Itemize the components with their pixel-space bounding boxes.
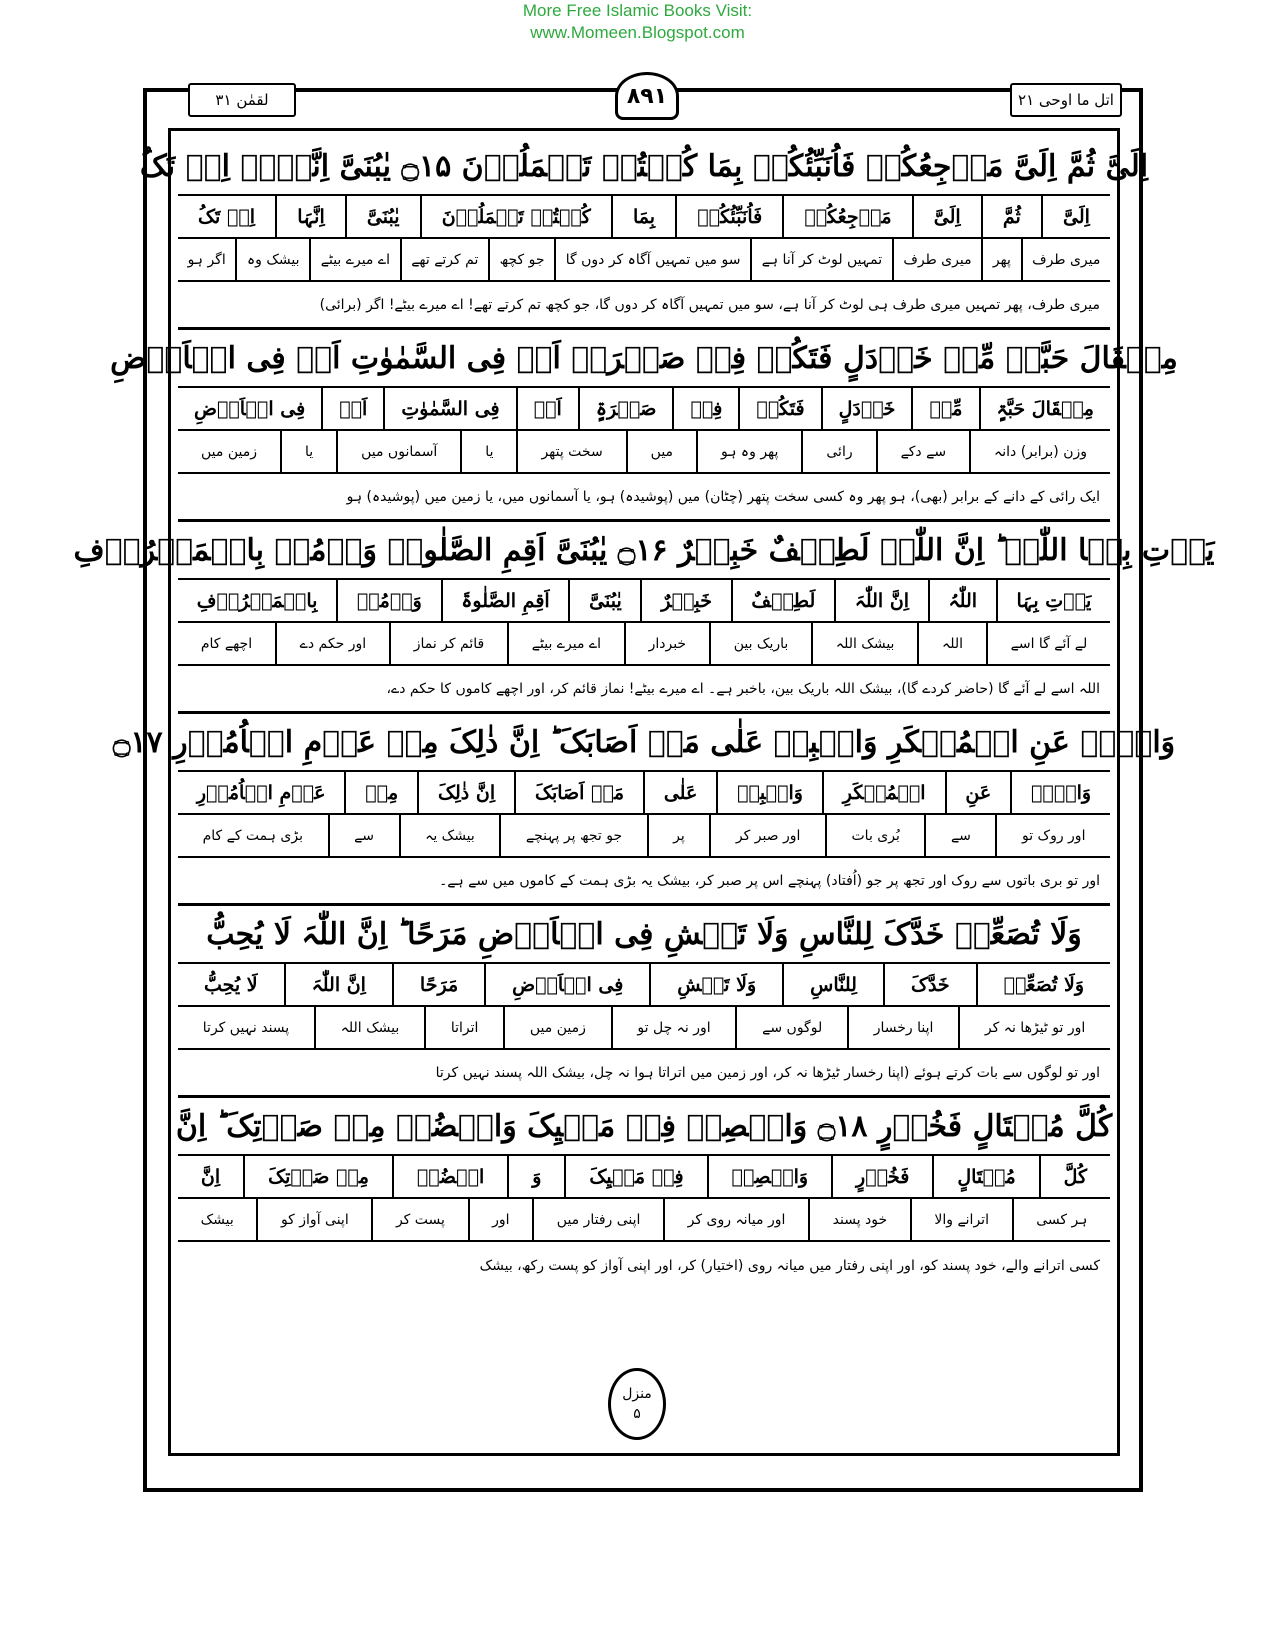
arabic-line: مِثۡقَالَ حَبَّۃٍ مِّنۡ خَرۡدَلٍ فَتَکُنۡ فِیۡ صَخۡرَۃٍ اَوۡ فِی السَّمٰوٰتِ اَوۡ فِی الۡاَرۡضِ — [178, 330, 1110, 388]
meaning-cell: بیشک وہ — [235, 239, 309, 280]
meaning-cell: سے — [328, 815, 399, 856]
word-row — [178, 1156, 1110, 1199]
meaning-cell: پھر وہ ہو — [696, 431, 801, 472]
page-number: ۸۹۱ — [615, 72, 679, 120]
word-cell: لِلنَّاسِ — [782, 964, 883, 1005]
meaning-cell: اپنی آواز کو — [256, 1199, 371, 1240]
meaning-cell: سو میں تمہیں آگاہ کر دوں گا — [554, 239, 750, 280]
meaning-cell: بیشک یہ — [399, 815, 500, 856]
arabic-line: یَاۡتِ بِہَا اللّٰہُ ؕ اِنَّ اللّٰہَ لَطِیۡفٌ خَبِیۡرٌ ۝۱۶ یٰبُنَیَّ اَقِمِ الصَّلٰوۃَ وَاۡمُرۡ بِالۡمَعۡرُوۡفِ — [178, 522, 1110, 580]
word-cell: مِثۡقَالَ حَبَّۃٍ — [979, 388, 1110, 429]
meaning-cell: بیشک اللہ — [314, 1007, 424, 1048]
meaning-row — [178, 1199, 1110, 1242]
word-cell: اَوۡ — [516, 388, 578, 429]
meaning-row — [178, 815, 1110, 858]
word-row — [178, 964, 1110, 1007]
word-cell: بِمَا — [611, 196, 675, 237]
word-cell: عَلٰی — [643, 772, 716, 813]
translation-line: میری طرف، پھر تمہیں میری طرف ہی لوٹ کر آنا ہے، سو میں تمہیں آگاہ کر دوں گا، جو کچھ تم کرتے تھے! اے میرے بیٹے! اگر (برائی) — [178, 282, 1110, 330]
word-cell: اِنَّ ذٰلِکَ — [417, 772, 514, 813]
arabic-line: اِلَیَّ ثُمَّ اِلَیَّ مَرۡجِعُکُمۡ فَاُنَبِّئُکُمۡ بِمَا کُنۡتُمۡ تَعۡمَلُوۡنَ ۝۱۵ یٰبُنَیَّ اِنَّہَاۤ اِنۡ تَکُ — [178, 138, 1110, 196]
manzil-badge — [608, 1368, 666, 1440]
meaning-cell: اللہ — [917, 623, 986, 664]
surah-label: لقمٰن ۳۱ — [188, 83, 296, 117]
word-row — [178, 388, 1110, 431]
meaning-cell: اور روک تو — [995, 815, 1110, 856]
meaning-cell: ہر کسی — [1012, 1199, 1110, 1240]
meaning-cell: قائم کر نماز — [389, 623, 507, 664]
meaning-cell: یا — [280, 431, 336, 472]
meaning-cell: تمہیں لوٹ کر آنا ہے — [750, 239, 892, 280]
word-cell: فِی السَّمٰوٰتِ — [383, 388, 515, 429]
meaning-cell: اترانے والا — [910, 1199, 1012, 1240]
verse-block — [139, 138, 1149, 330]
word-cell: مَاۤ اَصَابَکَ — [514, 772, 643, 813]
meaning-cell: اور صبر کر — [709, 815, 825, 856]
translation-line: کسی اترانے والے، خود پسند کو، اور اپنی رفتار میں میانہ روی (اختیار) کر، اور اپنی آواز کو پست رکھ، بیشک — [479, 1258, 1100, 1274]
meaning-cell: اور میانہ روی کر — [663, 1199, 808, 1240]
verse-block — [73, 522, 1215, 714]
word-cell: فَخُوۡرٍ — [831, 1156, 932, 1197]
word-cell: وَ — [507, 1156, 564, 1197]
meaning-cell: خود پسند — [808, 1199, 910, 1240]
word-cell: اِنَّ — [200, 1165, 221, 1188]
promo-banner — [0, 0, 1275, 44]
word-cell: صَخۡرَۃٍ — [578, 388, 673, 429]
word-row — [178, 772, 1110, 815]
word-cell: عَزۡمِ الۡاُمُوۡرِ — [196, 781, 326, 804]
promo-link[interactable]: www.Momeen.Blogspot.com — [530, 23, 745, 42]
word-cell: فَتَکُنۡ — [738, 388, 820, 429]
word-cell: وَاۡمُرۡ — [336, 580, 440, 621]
meaning-cell: رائی — [801, 431, 875, 472]
meaning-row — [178, 1007, 1110, 1050]
word-cell: خَبِیۡرٌ — [640, 580, 730, 621]
meaning-cell: اپنی رفتار میں — [532, 1199, 663, 1240]
meaning-cell: سے — [924, 815, 995, 856]
meaning-row — [178, 431, 1110, 474]
word-cell: فِیۡ — [672, 388, 738, 429]
translation-line: اور تو لوگوں سے بات کرتے ہوئے (اپنا رخسار ٹیڑھا نہ کر، اور زمین میں اتراتا ہوا نہ چل، بیشک اللہ پسند نہیں کرتا — [178, 1050, 1110, 1098]
word-cell: مُخۡتَالٍ — [932, 1156, 1038, 1197]
arabic-line: وَلَا تُصَعِّرۡ خَدَّکَ لِلنَّاسِ وَلَا تَمۡشِ فِی الۡاَرۡضِ مَرَحًا ؕ اِنَّ اللّٰہَ لَا یُحِبُّ — [178, 906, 1110, 964]
meaning-cell: یا — [460, 431, 516, 472]
arabic-line: وَانۡہَ عَنِ الۡمُنۡکَرِ وَاصۡبِرۡ عَلٰی مَاۤ اَصَابَکَ ؕ اِنَّ ذٰلِکَ مِنۡ عَزۡمِ الۡاُمُوۡرِ ۝۱۷ — [178, 714, 1110, 772]
word-cell: مِّنۡ — [911, 388, 978, 429]
meaning-cell: زمین میں — [201, 443, 257, 460]
translation-line: اور تو بری باتوں سے روک اور تجھ پر جو (اُفتاد) پہنچے اس پر صبر کر، بیشک یہ بڑی ہمت کے کاموں میں سے ہے۔ — [178, 858, 1110, 906]
meaning-cell: اپنا رخسار — [847, 1007, 958, 1048]
word-cell: اِنَّہَا — [275, 196, 345, 237]
meaning-cell: اے میرے بیٹے — [309, 239, 399, 280]
meaning-cell: وزن (برابر) دانہ — [969, 431, 1110, 472]
meaning-cell: لوگوں سے — [735, 1007, 847, 1048]
word-cell: بِالۡمَعۡرُوۡفِ — [196, 589, 318, 612]
meaning-cell: میری طرف — [1021, 239, 1110, 280]
word-cell: اِنَّ اللّٰہَ — [284, 964, 392, 1005]
manzil-label: منزل — [622, 1386, 652, 1402]
word-cell: وَلَا تُصَعِّرۡ — [976, 964, 1110, 1005]
meaning-cell: سے دکے — [876, 431, 969, 472]
meaning-cell: بُری بات — [825, 815, 924, 856]
word-cell: اللّٰہُ — [928, 580, 996, 621]
meaning-cell: تم کرتے تھے — [400, 239, 488, 280]
word-cell: اِنَّ اللّٰہَ — [834, 580, 928, 621]
meaning-cell: پسند نہیں کرتا — [202, 1019, 290, 1036]
meaning-cell: سخت پتھر — [516, 431, 625, 472]
manzil-number: ۵ — [633, 1406, 641, 1422]
word-cell: فَاُنَبِّئُکُمۡ — [675, 196, 782, 237]
meaning-cell: لے آئے گا اسے — [986, 623, 1110, 664]
word-cell: اِلَیَّ — [912, 196, 981, 237]
word-cell: فِی الۡاَرۡضِ — [484, 964, 649, 1005]
word-cell: ثُمَّ — [981, 196, 1041, 237]
promo-line-1: More Free Islamic Books Visit: — [522, 1, 753, 20]
word-cell: اَقِمِ الصَّلٰوۃَ — [441, 580, 569, 621]
meaning-cell: پھر — [981, 239, 1020, 280]
meaning-row — [178, 623, 1110, 666]
translation-line: اللہ اسے لے آئے گا (حاضر کردے گا)، بیشک اللہ باریک بین، باخبر ہے۔ اے میرے بیٹے! نماز قائم کر، اور اچھے کاموں کا حکم دے، — [178, 666, 1110, 714]
verse-content — [73, 138, 1215, 1438]
word-cell: کُنۡتُمۡ تَعۡمَلُوۡنَ — [420, 196, 611, 237]
word-cell: لَطِیۡفٌ — [731, 580, 834, 621]
meaning-cell: بیشک اللہ — [811, 623, 917, 664]
meaning-cell: اچھے کام — [200, 635, 253, 652]
meaning-cell: پر — [647, 815, 710, 856]
word-cell: الۡمُنۡکَرِ — [822, 772, 945, 813]
meaning-cell: میری طرف — [892, 239, 981, 280]
word-cell: خَدَّکَ — [883, 964, 976, 1005]
meaning-cell: خبردار — [624, 623, 709, 664]
word-cell: لَا یُحِبُّ — [203, 973, 258, 996]
meaning-cell: اے میرے بیٹے — [507, 623, 624, 664]
word-row — [178, 580, 1110, 623]
meaning-cell: زمین میں — [503, 1007, 611, 1048]
word-cell: اغۡضُضۡ — [392, 1156, 507, 1197]
verse-block — [112, 714, 1176, 906]
verse-block — [175, 1098, 1113, 1290]
word-cell: مَرۡجِعُکُمۡ — [782, 196, 911, 237]
meaning-cell: اتراتا — [424, 1007, 503, 1048]
verse-block — [110, 330, 1178, 522]
meaning-cell: میں — [626, 431, 696, 472]
arabic-line: کُلَّ مُخۡتَالٍ فَخُوۡرٍ ۝۱۸ وَاقۡصِدۡ فِیۡ مَشۡیِکَ وَاغۡضُضۡ مِنۡ صَوۡتِکَ ؕ اِنَّ — [178, 1098, 1110, 1156]
verse-block — [178, 906, 1110, 1098]
word-cell: فِی الۡاَرۡضِ — [193, 397, 306, 420]
word-cell: مِنۡ — [344, 772, 417, 813]
meaning-cell: اور تو ٹیڑھا نہ کر — [958, 1007, 1110, 1048]
word-cell: خَرۡدَلٍ — [821, 388, 912, 429]
word-cell: یَاۡتِ بِہَا — [996, 580, 1110, 621]
word-cell: وَاصۡبِرۡ — [716, 772, 822, 813]
word-cell: کُلَّ — [1039, 1156, 1110, 1197]
meaning-cell: اور نہ چل تو — [611, 1007, 736, 1048]
word-cell: عَنِ — [945, 772, 1011, 813]
word-cell: مِنۡ صَوۡتِکَ — [243, 1156, 392, 1197]
meaning-cell: باریک بین — [709, 623, 811, 664]
translation-line: ایک رائی کے دانے کے برابر (بھی)، ہو پھر وہ کسی سخت پتھر (چٹان) میں (پوشیدہ) ہو، یا آسمانوں میں، یا زمین میں (پوشیدہ) ہو — [178, 474, 1110, 522]
para-label: اتل ما اوحی ۲۱ — [1010, 83, 1122, 117]
word-cell: یٰبُنَیَّ — [345, 196, 420, 237]
meaning-cell: جو کچھ — [488, 239, 554, 280]
word-row — [178, 196, 1110, 239]
word-cell: اَوۡ — [321, 388, 383, 429]
meaning-row — [178, 239, 1110, 282]
meaning-cell: آسمانوں میں — [336, 431, 460, 472]
word-cell: اِلَیَّ — [1041, 196, 1110, 237]
word-cell: اِنۡ تَکُ — [198, 205, 256, 228]
word-cell: یٰبُنَیَّ — [568, 580, 640, 621]
meaning-cell: جو تجھ پر پہنچے — [499, 815, 646, 856]
meaning-cell: اور — [468, 1199, 533, 1240]
meaning-cell: بیشک — [200, 1211, 234, 1228]
word-cell: وَاقۡصِدۡ — [707, 1156, 832, 1197]
word-cell: مَرَحًا — [392, 964, 484, 1005]
meaning-cell: اور حکم دے — [275, 623, 389, 664]
meaning-cell: پست کر — [371, 1199, 467, 1240]
meaning-cell: اگر ہو — [187, 251, 226, 268]
word-cell: فِیۡ مَشۡیِکَ — [564, 1156, 706, 1197]
word-cell: وَلَا تَمۡشِ — [649, 964, 782, 1005]
meaning-cell: بڑی ہمت کے کام — [202, 827, 304, 844]
word-cell: وَانۡہَ — [1010, 772, 1110, 813]
